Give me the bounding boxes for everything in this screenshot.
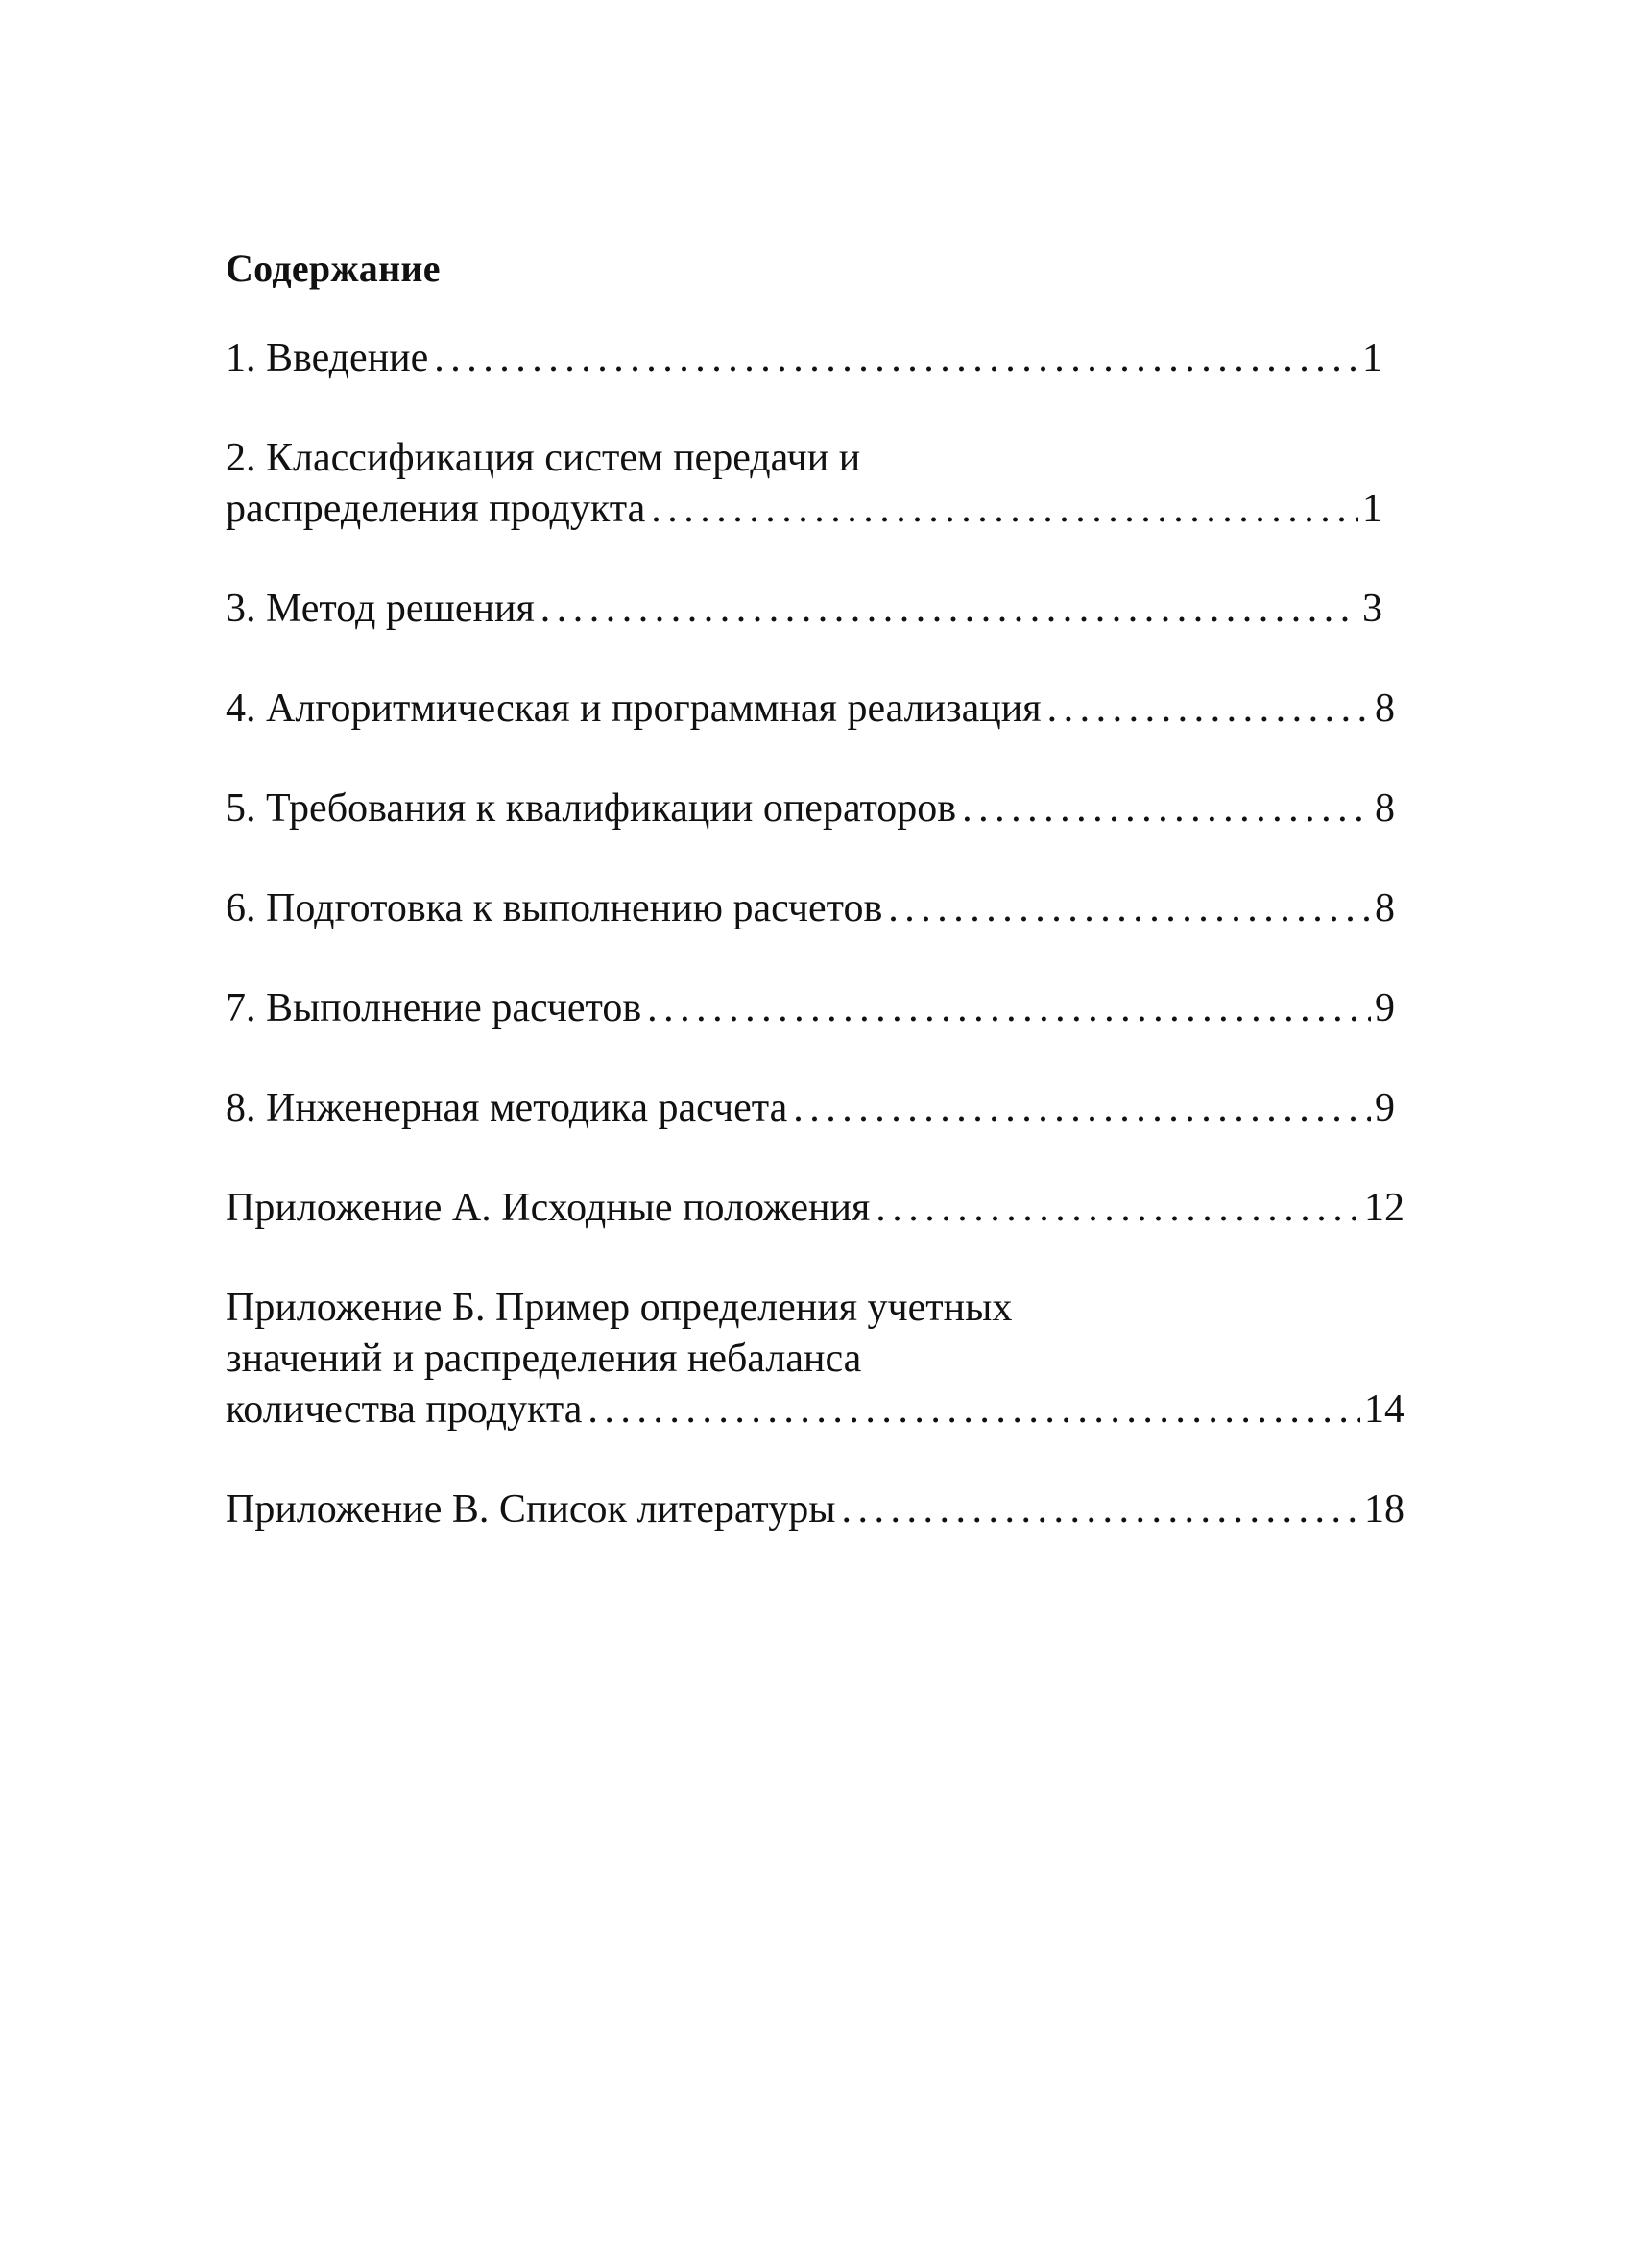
toc-entry-label: количества продукта [226,1387,583,1432]
toc-page-number: 1 [1362,487,1382,531]
dot-leader [888,883,1371,934]
toc-entry-label: 1. Введение [226,336,429,380]
toc-entry-label: Приложение А. Исходные положения [226,1186,871,1230]
toc-entry-line: 2. Классификация систем передачи и [226,436,861,480]
toc-entry-appendix-v [226,1484,1404,1535]
toc-page-number: 3 [1362,587,1382,631]
toc-entry-implementation [226,684,1395,735]
toc-entry-appendix-a [226,1183,1404,1234]
toc-page-number: 8 [1375,786,1395,831]
toc-page-number: 9 [1375,986,1395,1030]
toc-title: Содержание [226,247,441,290]
toc-entry-label: 6. Подготовка к выполнению расчетов [226,886,883,930]
toc-entry-classification [226,433,1382,535]
toc-entry-appendix-b [226,1283,1404,1436]
toc-entry-operator-requirements [226,784,1395,834]
dot-leader [540,584,1358,635]
toc-entry-preparation [226,883,1395,934]
toc-entry-introduction [226,333,1382,384]
dot-leader [841,1484,1360,1535]
toc-page-number: 14 [1364,1387,1404,1432]
dot-leader [793,1083,1371,1134]
dot-leader [434,333,1358,384]
toc-entry-label: Приложение В. Список литературы [226,1487,836,1532]
toc-entry-calculations [226,983,1395,1034]
toc-entry-solution-method [226,584,1382,635]
toc-page-number: 1 [1362,336,1382,380]
toc-entry-line: значений и распределения небаланса [226,1337,862,1381]
toc-page-number: 12 [1364,1186,1404,1230]
toc-entry-label: 7. Выполнение расчетов [226,986,642,1030]
toc-entry-label: 5. Требования к квалификации операторов [226,786,957,831]
toc-page-number: 8 [1375,886,1395,930]
toc-entry-label: 4. Алгоритмическая и программная реализация [226,687,1042,731]
toc-entry-label: 3. Метод решения [226,587,535,631]
dot-leader [876,1183,1360,1234]
toc-page-number: 18 [1364,1487,1404,1532]
toc-page-number: 9 [1375,1086,1395,1130]
toc-page-number: 8 [1375,687,1395,731]
dot-leader [1047,684,1371,735]
dot-leader [651,484,1358,535]
toc-entry-engineering-method [226,1083,1395,1134]
toc-entry-label: 8. Инженерная методика расчета [226,1086,788,1130]
dot-leader [588,1385,1360,1436]
dot-leader [962,784,1371,834]
table-of-contents [226,245,1406,1584]
toc-entry-line: Приложение Б. Пример определения учетных [226,1286,1013,1330]
dot-leader [647,983,1371,1034]
toc-entry-label: распределения продукта [226,487,646,531]
